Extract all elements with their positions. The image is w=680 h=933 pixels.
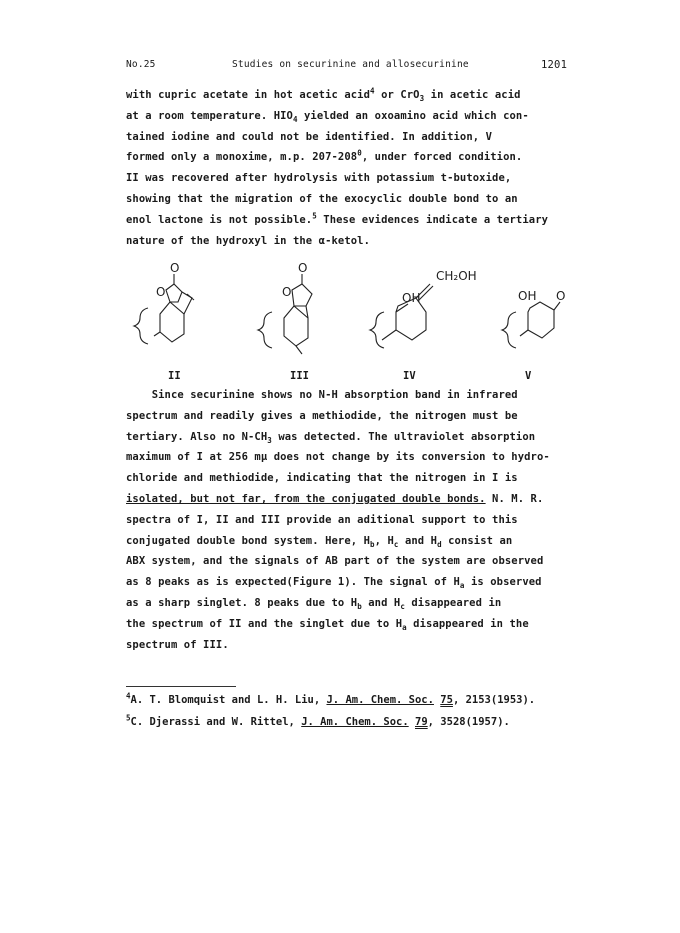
atom-o: O (170, 262, 180, 275)
text-line: tained iodine and could not be identified. In addition, V (126, 130, 493, 143)
compound-label-v: V (525, 370, 532, 382)
structure-v (502, 289, 565, 348)
atom-o: O (156, 285, 166, 299)
compound-label-iii: III (290, 370, 309, 382)
text-line: conjugated double bond system. Here, $H_b$, $H_c$ and $H_d$ consist an (126, 534, 513, 549)
text-line: formed only a monoxime, m.p. $207-208^0$, under forced condition. (126, 148, 523, 164)
atom-oh: OH (402, 291, 421, 305)
paragraph-ketol (126, 85, 566, 251)
structures-drawing (126, 262, 566, 372)
text-line: with cupric acetate in hot acetic acid$^4$ or CrO$_3$ in acetic acid (126, 86, 521, 104)
journal-issue: No.25 (126, 59, 156, 70)
structure-iii (258, 262, 312, 354)
text-line: as a sharp singlet. 8 peaks due to $H_b$ and $H_c$ disappeared in (126, 596, 502, 612)
text-line: as 8 peaks as is expected(Figure 1). The signal of $H_a$ is observed (126, 576, 542, 591)
paragraph-securinine (126, 385, 566, 655)
compound-label-ii: II (168, 370, 181, 382)
text-line: spectra of I, II and III provide an aditional support to this (126, 513, 518, 526)
footnote-marker: 4 (126, 691, 131, 701)
text-line: at a room temperature. $HIO_4$ yielded an oxoamino acid which con- (126, 109, 529, 124)
atom-o: O (298, 262, 308, 275)
chemical-structures (126, 262, 566, 382)
footnote-marker: 5 (126, 713, 131, 723)
text-line: the spectrum of II and the singlet due to $H_a$ disappeared in the (126, 617, 529, 632)
atom-o: O (282, 285, 292, 299)
text-line: II was recovered after hydrolysis with potassium t-butoxide, (126, 172, 512, 185)
footnote-4: $^4$A. T. Blomquist and L. H. Liu, J. Am. Chem. Soc. 75, 2153(1953). (126, 691, 536, 706)
compound-label-iv: IV (403, 370, 416, 382)
atom-ch2oh: CH₂OH (436, 269, 477, 283)
text-line: maximum of I at 256 mμ does not change by its conversion to hydro- (126, 451, 550, 464)
atom-oh: OH (518, 289, 537, 303)
text-line: enol lactone is not possible.$^5$ These evidences indicate a tertiary (126, 211, 549, 226)
text-line: ABX system, and the signals of AB part of the system are observed (126, 555, 544, 568)
text-line: chloride and methiodide, indicating that the nitrogen in I is (126, 472, 518, 485)
text-line: nature of the hydroxyl in the α-ketol. (126, 234, 371, 247)
atom-o: O (556, 289, 566, 303)
text-line: showing that the migration of the exocyclic double bond to an (126, 192, 518, 205)
structure-ii (134, 262, 194, 344)
text-line: Since securinine shows no N-H absorption band in infrared (151, 389, 518, 401)
text-line: isolated, but not far, from the conjugated double bonds. N. M. R. (126, 492, 544, 505)
text-line: spectrum and readily gives a methiodide, the nitrogen must be (126, 409, 518, 422)
text-line: tertiary. Also no $N-CH_3$ was detected. The ultraviolet absorption (126, 430, 536, 445)
structure-iv (370, 269, 477, 348)
running-title: Studies on securinine and allosecurinine (232, 59, 469, 70)
text-line: spectrum of III. (126, 638, 229, 651)
page-number: 1201 (541, 59, 568, 71)
footnote-5: $^5$C. Djerassi and W. Rittel, J. Am. Chem. Soc. 79, 3528(1957). (126, 713, 510, 728)
footnote-divider (126, 686, 236, 687)
